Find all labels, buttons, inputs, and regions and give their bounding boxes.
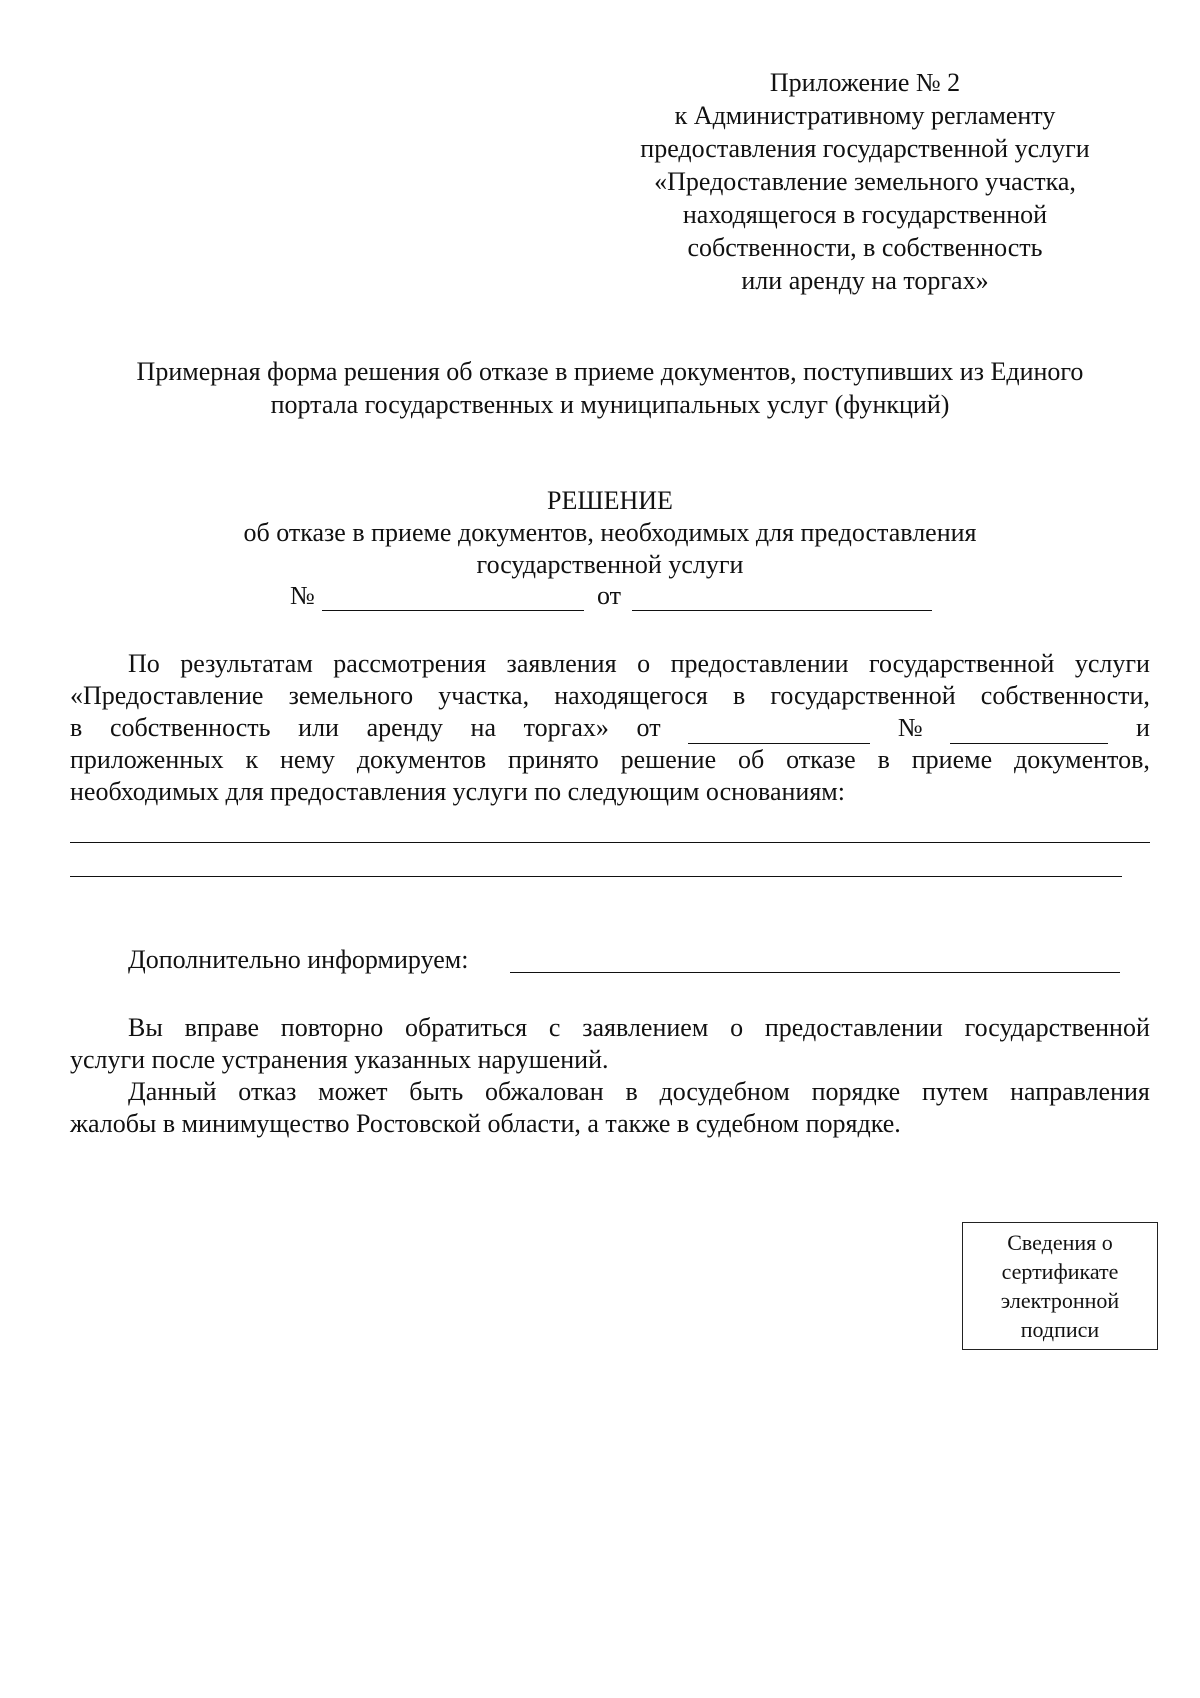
word: о <box>730 1013 744 1042</box>
closing-line <box>70 1076 1150 1108</box>
decision-subtitle-line: государственной услуги <box>476 550 744 579</box>
word: к <box>245 745 259 774</box>
decision-title: РЕШЕНИЕ <box>547 486 673 515</box>
signature-box-line: сертификате <box>1001 1259 1119 1284</box>
word: государственной <box>869 649 1055 678</box>
word: решение <box>620 745 717 774</box>
closing-line <box>70 1012 1150 1044</box>
word: приложенных <box>70 745 224 774</box>
decision-date-label: от <box>597 581 622 610</box>
word: заявлением <box>582 1013 709 1042</box>
word: отказ <box>238 1077 297 1106</box>
word: рассмотрения <box>333 649 487 678</box>
appendix-line: находящегося в государственной <box>682 200 1048 229</box>
signature-box-line: Сведения о <box>1007 1230 1113 1255</box>
decision-number-label: № <box>290 581 315 610</box>
word: земельного <box>288 681 414 710</box>
additional-info-label: Дополнительно информируем: <box>128 945 469 974</box>
word: вправе <box>184 1013 259 1042</box>
main-paragraph-line <box>70 680 1150 712</box>
word: о <box>637 649 651 678</box>
word: порядке <box>811 1077 901 1106</box>
application-date-blank[interactable] <box>688 719 870 744</box>
word: собственности, <box>980 681 1150 710</box>
word: отказе <box>786 745 856 774</box>
word: приеме <box>911 745 993 774</box>
word: государственной <box>770 681 956 710</box>
word: нему <box>280 745 335 774</box>
word: в <box>732 681 746 710</box>
word: в <box>625 1077 638 1106</box>
application-number-blank[interactable] <box>950 719 1108 744</box>
word: досудебном <box>659 1077 790 1106</box>
form-title-line: Примерная форма решения об отказе в приеме документов, поступивших из Единого <box>136 357 1084 386</box>
closing-line: услуги после устранения указанных нарушений. <box>70 1045 609 1074</box>
word: участка, <box>438 681 530 710</box>
appendix-line: «Предоставление земельного участка, <box>654 167 1076 196</box>
word: направления <box>1010 1077 1150 1106</box>
appendix-line: собственности, в собственность <box>687 233 1043 262</box>
word: принято <box>508 745 599 774</box>
word: быть <box>409 1077 464 1106</box>
grounds-blank-line-1[interactable] <box>70 842 1150 843</box>
main-paragraph-line <box>70 648 1150 680</box>
appendix-line: Приложение № 2 <box>769 68 961 97</box>
closing-paragraphs <box>70 1012 1150 1140</box>
word: государственной <box>964 1013 1150 1042</box>
additional-info-blank[interactable] <box>510 972 1120 973</box>
decision-heading <box>70 485 1150 581</box>
main-paragraph <box>70 648 1150 808</box>
main-paragraph-line-with-blanks: в собственность или аренду на торгах» от № и <box>70 713 1150 742</box>
word: путем <box>922 1077 989 1106</box>
word: предоставлении <box>764 1013 943 1042</box>
word: документов <box>356 745 487 774</box>
word: документов, <box>1014 745 1150 774</box>
word: услуги <box>1074 649 1150 678</box>
decision-number-blank[interactable] <box>322 610 584 611</box>
appendix-header <box>600 66 1130 297</box>
signature-box-line: электронной <box>1000 1288 1120 1313</box>
decision-subtitle-line: об отказе в приеме документов, необходимых для предоставления <box>243 518 977 547</box>
form-title-line: портала государственных и муниципальных услуг (функций) <box>270 390 950 419</box>
word: с <box>548 1013 561 1042</box>
appendix-line: предоставления государственной услуги <box>640 134 1090 163</box>
word: предоставлении <box>670 649 849 678</box>
signature-box-line: подписи <box>1020 1317 1100 1342</box>
appendix-line: к Административному регламенту <box>674 101 1056 130</box>
appendix-line: или аренду на торгах» <box>741 266 989 295</box>
decision-date-blank[interactable] <box>632 610 932 611</box>
word: заявления <box>506 649 617 678</box>
word: может <box>318 1077 388 1106</box>
word: По <box>128 649 160 678</box>
word: повторно <box>280 1013 384 1042</box>
form-title <box>70 355 1150 421</box>
word: обжалован <box>484 1077 604 1106</box>
closing-line: жалобы в минимущество Ростовской области, а также в судебном порядке. <box>70 1109 901 1138</box>
word: Вы <box>128 1013 163 1042</box>
word: Данный <box>128 1077 217 1106</box>
grounds-blank-line-2[interactable] <box>70 876 1122 877</box>
word: результатам <box>180 649 313 678</box>
word: об <box>738 745 765 774</box>
signature-certificate-box <box>962 1222 1158 1350</box>
word: в <box>877 745 890 774</box>
word: «Предоставление <box>70 681 264 710</box>
word: находящегося <box>554 681 708 710</box>
word: обратиться <box>405 1013 528 1042</box>
main-paragraph-line: необходимых для предоставления услуги по следующим основаниям: <box>70 777 845 806</box>
main-paragraph-line <box>70 744 1150 776</box>
